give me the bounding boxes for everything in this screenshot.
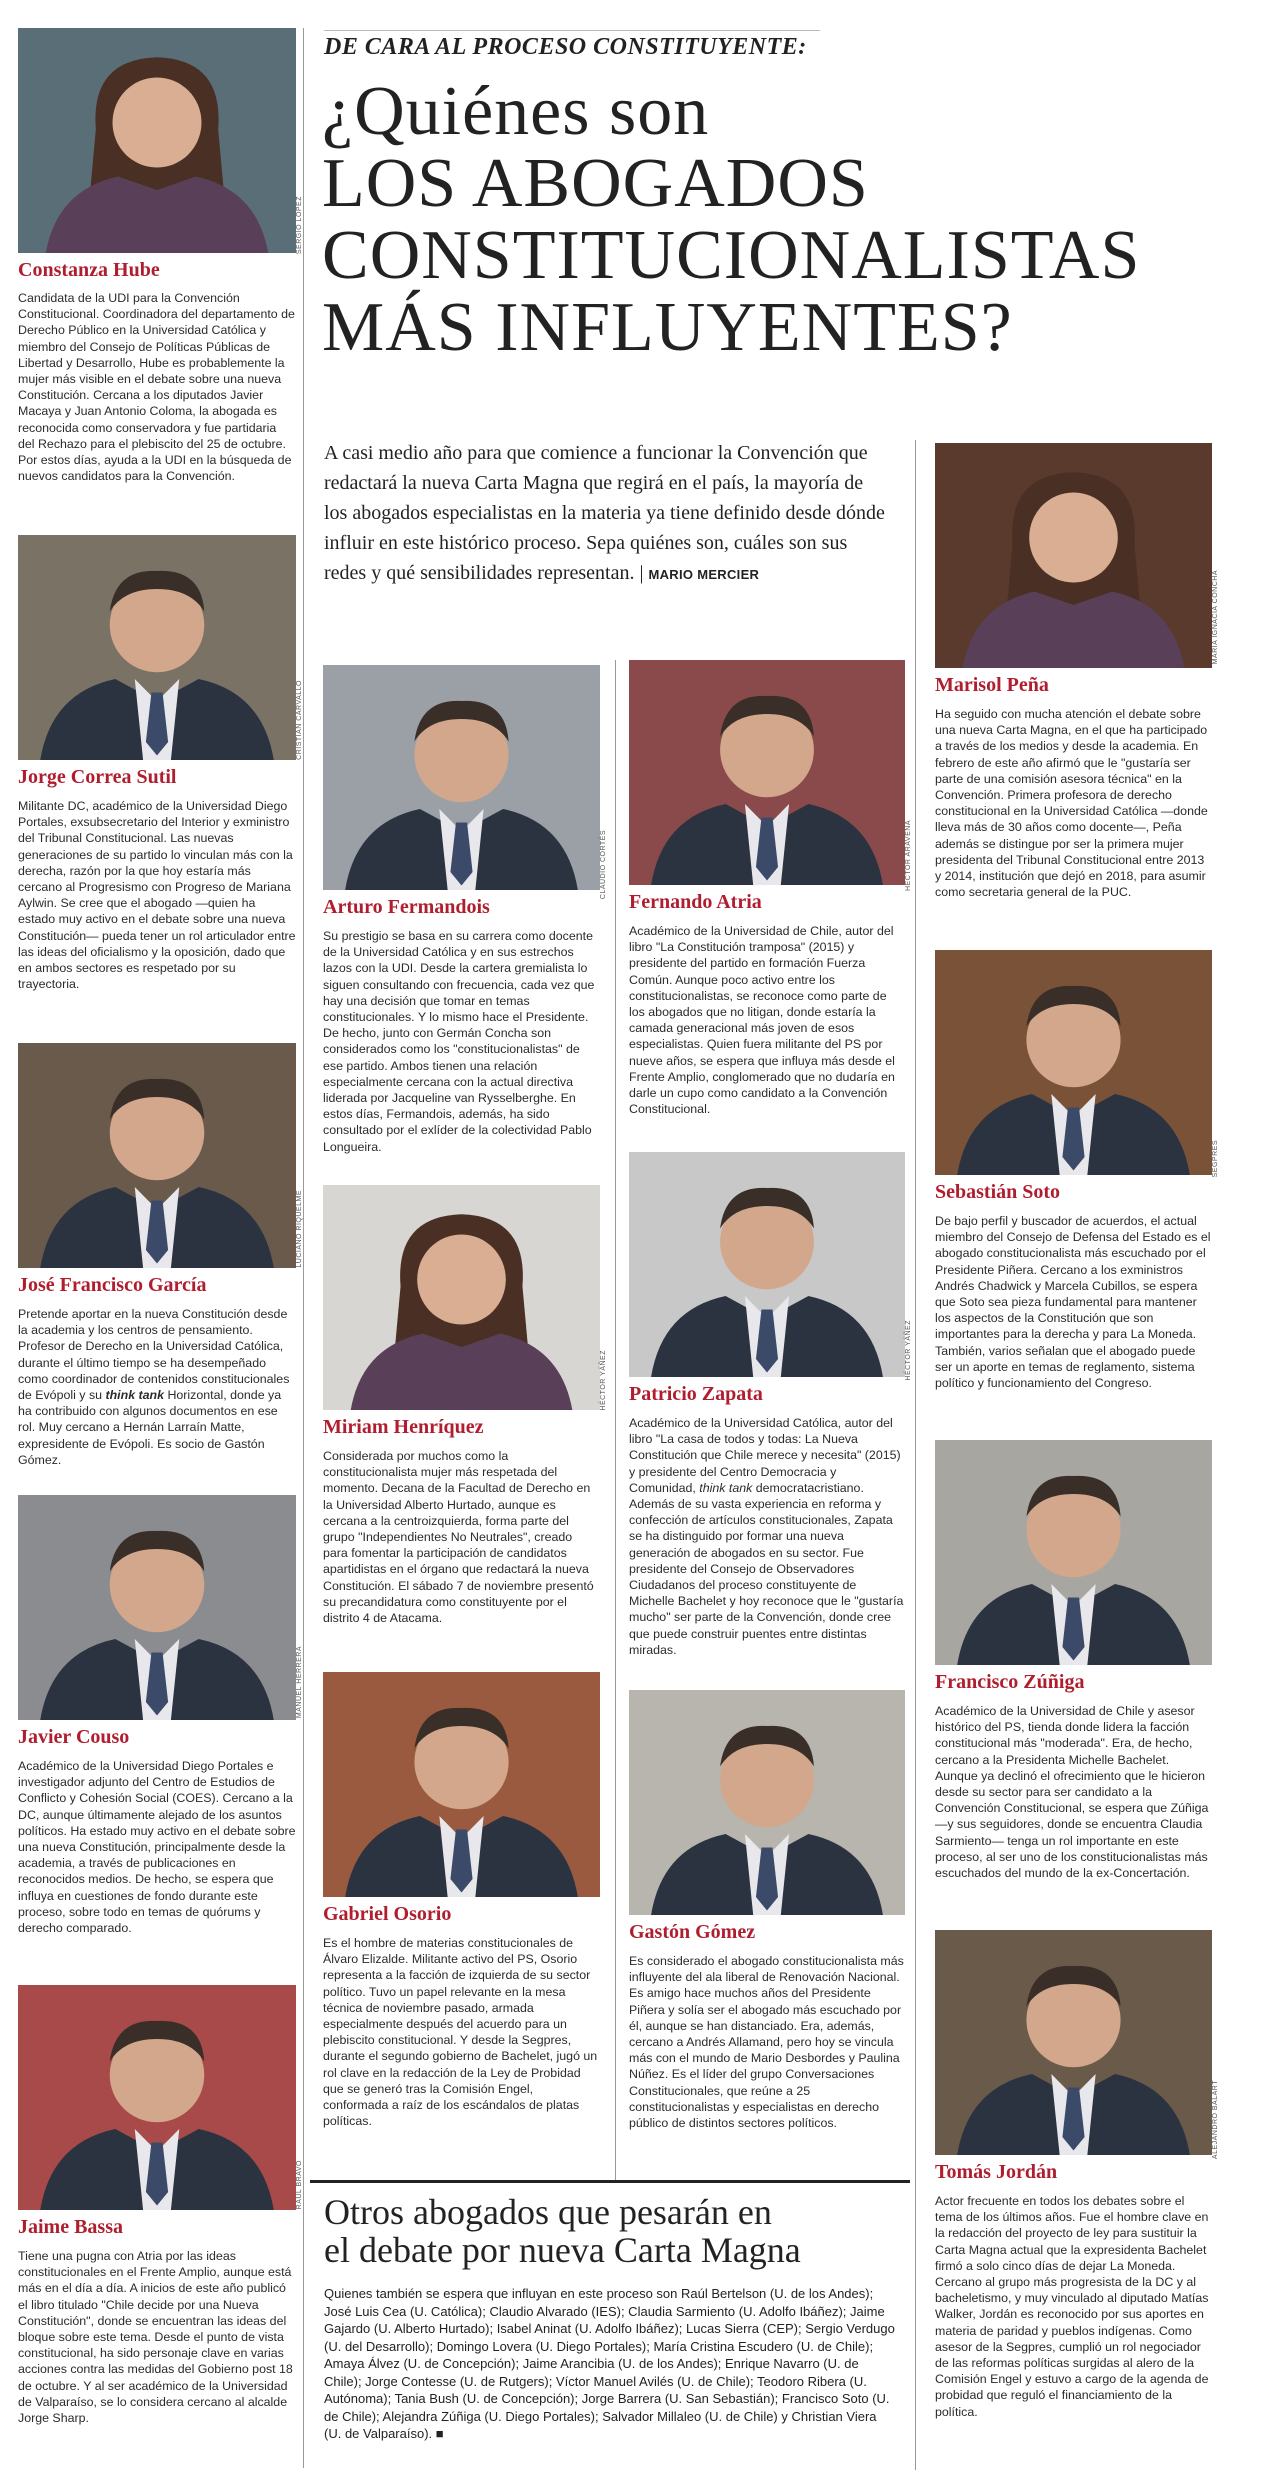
portrait-image xyxy=(935,1930,1212,2155)
name-jaime-bassa: Jaime Bassa xyxy=(18,2216,123,2238)
bio-text: Horizontal, donde ya ha contribuido con algunos documentos en ese rol. Muy cercano a Hernán Larraín Matte, expresidente de Evópoli. Es socio de Gastón Gómez. xyxy=(18,1388,282,1467)
photo-credit: CRISTIAN CARVALLO xyxy=(296,680,303,760)
portrait-image xyxy=(323,665,600,890)
photo-credit: SERGIO LÓPEZ xyxy=(296,196,303,255)
photo-patricio-zapata xyxy=(629,1152,905,1377)
photo-jose-francisco-garcia xyxy=(18,1043,296,1268)
bio-fernando-atria: Académico de la Universidad de Chile, autor del libro "La Constitución tramposa" (2015) y presidente del partido en formación Fuerza Común. Aunque poco activo entre los constitucionalistas, se reconoce como parte de los abogados que no litigan, donde estaría la camada generacional más joven de esos especialistas. Quien fuera militante del PS por nueve años, se espera que influya más desde el Frente Amplio, conglomerado que no dudaría en darle un cupo como candidato a la Convención Constitucional. xyxy=(629,924,895,1117)
photo-jaime-bassa xyxy=(18,1985,296,2210)
portrait-image xyxy=(18,1495,296,1720)
lede xyxy=(324,438,886,590)
name-sebastian-soto: Sebastián Soto xyxy=(935,1181,1061,1203)
bio-tomas-jordan: Actor frecuente en todos los debates sobre el tema de los últimos años. Fue el hombre clave en la redacción del proyecto de ley para sustituir la Carta Magna actual que la expresidenta Bachelet firmó a solo cinco días de dejar La Moneda. Cercano al grupo más progresista de la DC y al bacheletismo, y muy vinculado al diputado Matías Walker, Jordán es reconocido por sus aportes en materia de paridad y pueblos indígenas. Como asesor de la Segpres, cumplió un rol negociador de las reformas políticas surgidas al alero de la Comisión Engel y estuvo a cargo de la agenda de probidad que reguló el financiamiento de la política. xyxy=(935,2194,1209,2419)
bio-emphasis: think tank xyxy=(105,1388,165,1403)
page-title xyxy=(322,73,1262,366)
portrait-image xyxy=(18,1985,296,2210)
author-byline: MARIO MERCIER xyxy=(648,567,760,582)
photo-credit: HÉCTOR YÁÑEZ xyxy=(600,1350,607,1411)
photo-credit: LUCIANO RIQUELME xyxy=(296,1190,303,1268)
photo-javier-couso xyxy=(18,1495,296,1720)
kicker: DE CARA AL PROCESO CONSTITUYENTE: xyxy=(324,34,807,60)
bio-jose-francisco-garcia xyxy=(18,1306,296,1468)
others-box xyxy=(310,2180,910,2475)
others-box-title xyxy=(324,2193,904,2269)
title-line-2: LOS ABOGADOS xyxy=(322,145,869,222)
bio-francisco-zuniga: Académico de la Universidad de Chile y asesor histórico del PS, tienda donde lidera la facción constitucional más "moderada". Era, de hecho, cercano a la Presidenta Michelle Bachelet. Aunque ya declinó el ofrecimiento que le hicieron desde su sector para ser candidato a la Convención Constitucional, se espera que Zúñiga —y sus seguidores, donde se encuentra Claudia Sarmiento— tenga un rol importante en este proceso, al ser uno de los constitucionalistas más escuchados del mundo de la ex-Concertación. xyxy=(935,1704,1209,1881)
photo-sebastian-soto xyxy=(935,950,1212,1175)
others-list: Quienes también se espera que influyan en este proceso son Raúl Bertelson (U. de los Andes); José Luis Cea (U. Católica); Claudio Alvarado (IES); Claudia Sarmiento (U. Adolfo Ibáñez); Jaime Gajardo (U. Alberto Hurtado); Isabel Aninat (U. Adolfo Ibáñez); Lucas Sierra (CEP); Sergio Verdugo (U. del Desarrollo); Domingo Lovera (U. Diego Portales); María Cristina Escudero (U. de Chile); Amaya Álvez (U. de Concepción); Jaime Arancibia (U. de los Andes); Enrique Navarro (U. de Chile); Jorge Contesse (U. de Rutgers); Víctor Manuel Avilés (U. de Chile); Teodoro Ribera (U. Autónoma); Tania Bush (U. de Concepción); Jorge Barrera (U. San Sebastián); Francisco Soto (U. de Chile); Alejandra Zúñiga (U. Diego Portales); Salvador Millaleo (U. de Chile) y Christian Viera (U. de Valparaíso). xyxy=(324,2286,895,2441)
name-miriam-henriquez: Miriam Henríquez xyxy=(323,1416,484,1438)
name-tomas-jordan: Tomás Jordán xyxy=(935,2161,1058,2183)
title-line-3: CONSTITUCIONALISTAS xyxy=(322,217,1141,294)
portrait-image xyxy=(935,443,1212,668)
header-rule xyxy=(324,30,820,31)
photo-marisol-pena xyxy=(935,443,1212,668)
name-arturo-fermandois: Arturo Fermandois xyxy=(323,896,490,918)
column-rule xyxy=(615,660,616,2180)
portrait-image xyxy=(18,1043,296,1268)
lede-text: A casi medio año para que comience a funcionar la Convención que redactará la nueva Carta Magna que regirá en el país, la mayoría de los abogados especialistas en la materia ya tiene definido desde dónde influir en este histórico proceso. Sepa quiénes son, cuáles son sus redes y qué sensibilidades representan. | xyxy=(324,442,885,584)
portrait-image xyxy=(629,660,905,885)
bio-marisol-pena: Ha seguido con mucha atención el debate sobre una nueva Carta Magna, en el que ha participado a través de los medios y desde la academia. En febrero de este año afirmó que le "gustaría ser parte de una comisión asesora técnica" en la Convención. Primera profesora de derecho constitucional en la Universidad Católica —donde lleva más de 30 años como docente—, Peña además se distingue por ser la primera mujer presidenta del Tribunal Constitucional entre 2013 y 2014, institución que dejó en 2018, para asumir como secretaria general de la PUC. xyxy=(935,707,1208,900)
photo-credit: MANUEL HERRERA xyxy=(296,1646,303,1719)
column-rule xyxy=(303,28,304,2468)
portrait-image xyxy=(935,1440,1212,1665)
photo-credit: CLAUDIO CORTÉS xyxy=(600,830,607,900)
photo-miriam-henriquez xyxy=(323,1185,600,1410)
name-marisol-pena: Marisol Peña xyxy=(935,674,1049,696)
name-gaston-gomez: Gastón Gómez xyxy=(629,1921,756,1943)
bio-jorge-correa-sutil: Militante DC, académico de la Universidad Diego Portales, exsubsecretario del Interior y exministro del Tribunal Constitucional. Las nuevas generaciones de su partido lo vinculan más con la derecha, razón por la que hoy estaría más cercano al Progresismo con Progreso de Mariana Aylwin. Se cree que el abogado —quien ha estado muy activo en el debate sobre una nueva Constitución— pueda tener un rol articulador entre las ideas del oficialismo y la oposición, dado que en ambos sectores es respetado por su trayectoria. xyxy=(18,799,296,992)
end-mark: ■ xyxy=(435,2426,444,2441)
name-patricio-zapata: Patricio Zapata xyxy=(629,1383,763,1405)
portrait-image xyxy=(629,1152,905,1377)
photo-arturo-fermandois xyxy=(323,665,600,890)
photo-gaston-gomez xyxy=(629,1690,905,1915)
portrait-image xyxy=(629,1690,905,1915)
others-title-line-1: Otros abogados que pesarán en xyxy=(324,2192,772,2232)
bio-constanza-hube: Candidata de la UDI para la Convención Constitucional. Coordinadora del departamento de Derecho Público en la Universidad Católica y miembro del Consejo de Políticas Públicas de Libertad y Desarrollo, Hube es probablemente la mujer más visible en el debate sobre una nueva Constitución. Cercana a los diputados Javier Macaya y Juan Antonio Coloma, la abogada es reconocida como conservadora y fue partidaria del Rechazo para el plebiscito del 25 de octubre. Por estos días, ayuda a la UDI en la búsqueda de nuevos candidatos para la Convención. xyxy=(18,291,295,484)
name-fernando-atria: Fernando Atria xyxy=(629,891,762,913)
photo-jorge-correa-sutil xyxy=(18,535,296,760)
name-javier-couso: Javier Couso xyxy=(18,1726,130,1748)
portrait-image xyxy=(18,535,296,760)
photo-francisco-zuniga xyxy=(935,1440,1212,1665)
bio-text: Académico de la Universidad Católica, autor del libro "La casa de todos y todas: La Nueva Constitución que Chile merece y necesita" (2015) y presidente del Centro Democracia y Comunidad, xyxy=(629,1416,901,1495)
portrait-image xyxy=(18,28,296,253)
others-title-line-2: el debate por nueva Carta Magna xyxy=(324,2230,801,2270)
portrait-image xyxy=(323,1672,600,1897)
bio-gabriel-osorio: Es el hombre de materias constitucionales de Álvaro Elizalde. Militante activo del PS, Osorio representa a la facción de izquierda de su sector político. Tuvo un papel relevante en la mesa técnica de noviembre pasado, armada especialmente después del acuerdo para un plebiscito constitucional. Y desde la Segpres, durante el segundo gobierno de Bachelet, jugó un rol clave en la redacción de la Ley de Probidad que se generó tras la Comisión Engel, conformada a raíz de los escándalos de platas políticas. xyxy=(323,1936,598,2129)
title-line-4: MÁS INFLUYENTES? xyxy=(322,289,1013,366)
photo-credit: MARÍA IGNACIA CONCHA xyxy=(1212,570,1219,665)
name-jorge-correa-sutil: Jorge Correa Sutil xyxy=(18,766,177,788)
bio-text: democratacristiano. Además de su vasta experiencia en reforma y confección de artículos constitucionales, Zapata se ha distinguido por formar una nueva generación de abogados en su sector. Fue presidente del Consejo de Observadores Ciudadanos del proceso constituyente de Michelle Bachelet y hoy reconoce que le "gustaría mucho" ser parte de la Convención, donde cree que puede construir puentes entre distintas miradas. xyxy=(629,1480,904,1657)
name-constanza-hube: Constanza Hube xyxy=(18,259,160,281)
bio-sebastian-soto: De bajo perfil y buscador de acuerdos, el actual miembro del Consejo de Defensa del Estado es el abogado constitucionalista más escuchado por el Presidente Piñera. Cercano a los exministros Andrés Chadwick y Marcela Cubillos, se espera que Soto sea pieza fundamental para mantener los aspectos de la Constitución que son importantes para la derecha y para La Moneda. También, varios señalan que el abogado puede ser un aporte en temas de reglamento, sistema político y funcionamiento del Congreso. xyxy=(935,1214,1211,1391)
photo-fernando-atria xyxy=(629,660,905,885)
bio-miriam-henriquez: Considerada por muchos como la constitucionalista mujer más respetada del momento. Decana de la Facultad de Derecho en la Universidad Alberto Hurtado, aunque es cercana a la centroizquierda, forma parte del grupo "Independientes No Neutrales", creado para fomentar la participación de candidatos apartidistas en el órgano que redactará la nueva Constitución. El sábado 7 de noviembre presentó su precandidatura como constituyente por el distrito 4 de Atacama. xyxy=(323,1449,594,1626)
bio-javier-couso: Académico de la Universidad Diego Portales e investigador adjunto del Centro de Estudios de Conflicto y Cohesión Social (COES). Cercano a la DC, aunque últimamente alejado de los asuntos políticos. Ha estado muy activo en el debate sobre una nueva Constitución, principalmente desde la academia, a través de publicaciones en reconocidos medios. De hecho, se espera que influya en cuestiones de fondo durante este proceso, sobre todo en temas de quórums y derecho comparado. xyxy=(18,1759,296,1936)
bio-jaime-bassa: Tiene una pugna con Atria por las ideas constitucionales en el Frente Amplio, aunque está más en el día a día. A inicios de este año publicó el libro titulado "Chile decide por una Nueva Constitución", donde se encuentran las ideas del bloque sobre este tema. Desde el punto de vista constitucional, ha sido personaje clave en varias acciones contra las medidas del Gobierno post 18 de octubre. Y al ser académico de la Universidad de Valparaíso, se lo considera cercano al alcalde Jorge Sharp. xyxy=(18,2249,293,2426)
photo-credit: ALEJANDRO BALART xyxy=(1212,2080,1219,2160)
bio-emphasis: think tank xyxy=(699,1480,753,1495)
photo-credit: RAÚL BRAVO xyxy=(296,2160,303,2210)
bio-patricio-zapata xyxy=(629,1415,905,1658)
column-rule xyxy=(915,440,916,2470)
photo-constanza-hube xyxy=(18,28,296,253)
name-gabriel-osorio: Gabriel Osorio xyxy=(323,1903,452,1925)
photo-credit: HÉCTOR YÁÑEZ xyxy=(905,1320,912,1381)
photo-credit: SEGPRES xyxy=(1212,1140,1219,1178)
name-francisco-zuniga: Francisco Zúñiga xyxy=(935,1671,1085,1693)
name-jose-francisco-garcia: José Francisco García xyxy=(18,1274,207,1296)
bio-text: Pretende aportar en la nueva Constitución desde la academia y los centros de pensamiento. Profesor de Derecho en la Universidad Católica, durante el último tiempo se ha desempeñado como coordinador de contenidos constitucionales de Evópoli y su xyxy=(18,1307,290,1403)
title-line-1: ¿Quiénes son xyxy=(322,73,710,150)
portrait-image xyxy=(323,1185,600,1410)
portrait-image xyxy=(935,950,1212,1175)
others-box-text xyxy=(324,2285,896,2443)
photo-gabriel-osorio xyxy=(323,1672,600,1897)
bio-arturo-fermandois: Su prestigio se basa en su carrera como docente de la Universidad Católica y en sus estrechos lazos con la UDI. Desde la cartera gremialista lo siguen consultando con frecuencia, cada vez que hay una decisión que tomar en temas constitucionales. Y lo mismo hace el Presidente. De hecho, junto con Germán Concha son considerados como los "constitucionalistas" de ese partido. Ambos tienen una relación especialmente cercana con la actual directiva liderada por Jacqueline van Rysselberghe. En estos días, Fermandois, además, ha sido consultado por el exlíder de la colectividad Pablo Longueira. xyxy=(323,929,595,1154)
bio-gaston-gomez: Es considerado el abogado constitucionalista más influyente del ala liberal de Renovación Nacional. Es amigo hace muchos años del Presidente Piñera y solía ser el abogado más escuchado por él, aunque se han distanciado. Era, además, cercano a Andrés Allamand, pero hoy se vincula más con el mundo de Mario Desbordes y Paulina Núñez. Es el líder del grupo Conversaciones Constitucionales, que reúne a 25 constitucionalistas y especialistas en derecho público de distintos sectores políticos. xyxy=(629,1954,904,2131)
photo-tomas-jordan xyxy=(935,1930,1212,2155)
photo-credit: HÉCTOR ARAVENA xyxy=(905,820,912,891)
